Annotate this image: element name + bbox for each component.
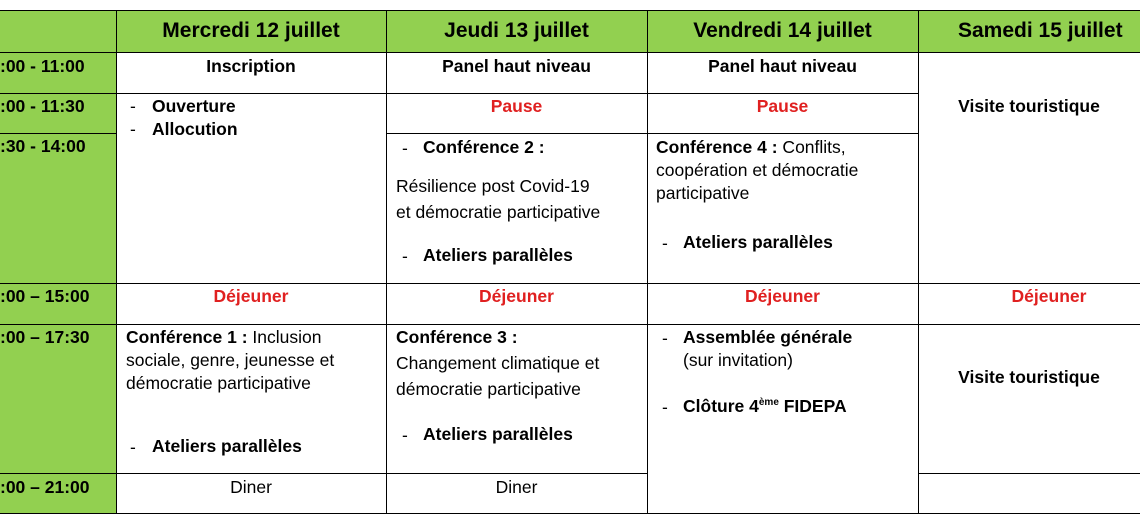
bullet-dash: - (402, 138, 408, 158)
time-slot-1: :00 - 11:00 (0, 56, 85, 76)
jeudi-conference-2-line-2: et démocratie participative (396, 202, 601, 222)
jeudi-pause: Pause (490, 96, 543, 116)
vendredi-assemblee: Assemblée générale (683, 327, 853, 347)
vendredi-pause: Pause (756, 96, 809, 116)
mercredi-dejeuner: Déjeuner (213, 286, 289, 306)
vendredi-dejeuner: Déjeuner (745, 286, 820, 306)
time-slot-6: :00 – 21:00 (0, 477, 90, 497)
jeudi-conference-3-title: Conférence 3 : (396, 327, 518, 347)
header-vendredi: Vendredi 14 juillet (693, 19, 872, 42)
header-mercredi: Mercredi 12 juillet (162, 19, 340, 42)
grid-line (0, 52, 1140, 53)
mercredi-diner: Diner (230, 477, 272, 497)
vendredi-ateliers: Ateliers parallèles (683, 232, 833, 252)
bullet-dash: - (662, 328, 668, 348)
bullet-dash: - (130, 437, 136, 457)
mercredi-allocution: Allocution (152, 119, 238, 139)
grid-line (918, 473, 1140, 474)
conference-4-line-1: Conflits, (777, 137, 846, 157)
bullet-dash: - (130, 96, 136, 116)
vendredi-conference-4 (656, 136, 914, 205)
time-slot-3: :30 - 14:00 (0, 136, 86, 156)
grid-line (0, 133, 116, 134)
conference-4-line-2: coopération et démocratie (656, 160, 859, 180)
jeudi-conference-3-line-2: démocratie participative (396, 379, 581, 399)
bullet-dash: - (130, 119, 136, 139)
grid-line (0, 10, 1140, 11)
mercredi-inscription: Inscription (206, 56, 296, 76)
grid-line (0, 473, 647, 474)
conference-4-line-3: participative (656, 183, 750, 203)
grid-line (0, 324, 1140, 325)
jeudi-conference-3-line-1: Changement climatique et (396, 353, 600, 373)
grid-line (918, 10, 919, 514)
conference-1-line-2: sociale, genre, jeunesse et (126, 350, 335, 370)
grid-line (0, 513, 1140, 514)
grid-line (0, 283, 1140, 284)
jeudi-ateliers-1: Ateliers parallèles (423, 245, 573, 265)
jeudi-conference-2-line-1: Résilience post Covid-19 (396, 176, 590, 196)
jeudi-diner: Diner (495, 477, 538, 497)
jeudi-panel: Panel haut niveau (442, 56, 591, 76)
grid-line (647, 10, 648, 514)
jeudi-conference-2-title: Conférence 2 : (423, 137, 545, 157)
jeudi-ateliers-2: Ateliers parallèles (423, 424, 573, 444)
bullet-dash: - (402, 425, 408, 445)
mercredi-ouverture: Ouverture (152, 96, 236, 116)
time-slot-5: :00 – 17:30 (0, 327, 90, 347)
grid-line (386, 133, 918, 134)
bullet-dash: - (662, 233, 668, 253)
jeudi-dejeuner: Déjeuner (479, 286, 554, 306)
vendredi-invitation: (sur invitation) (683, 350, 793, 370)
time-slot-4: :00 – 15:00 (0, 286, 90, 306)
cloture-fidepa: FIDEPA (778, 396, 847, 416)
cloture-superscript: ème (758, 397, 779, 409)
mercredi-ateliers: Ateliers parallèles (152, 436, 302, 456)
samedi-visite-2: Visite touristique (958, 367, 1100, 387)
grid-line (0, 93, 918, 94)
cloture-text: Clôture 4 (683, 396, 759, 416)
bullet-dash: - (662, 397, 668, 417)
conference-1-title: Conférence 1 : (126, 327, 248, 347)
samedi-visite-1: Visite touristique (958, 96, 1100, 116)
conference-1-line-1: Inclusion (247, 327, 322, 347)
time-column-background (0, 10, 116, 514)
samedi-dejeuner: Déjeuner (1011, 286, 1087, 306)
header-samedi: Samedi 15 juillet (958, 19, 1123, 42)
vendredi-cloture (683, 395, 847, 418)
grid-line (116, 10, 117, 514)
grid-line (386, 10, 387, 514)
conference-1-line-3: démocratie participative (126, 373, 311, 393)
mercredi-conference-1 (126, 326, 384, 395)
bullet-dash: - (402, 246, 408, 266)
vendredi-panel: Panel haut niveau (708, 56, 857, 76)
time-slot-2: :00 - 11:30 (0, 96, 85, 116)
header-jeudi: Jeudi 13 juillet (444, 19, 589, 42)
conference-4-title: Conférence 4 : (656, 137, 778, 157)
